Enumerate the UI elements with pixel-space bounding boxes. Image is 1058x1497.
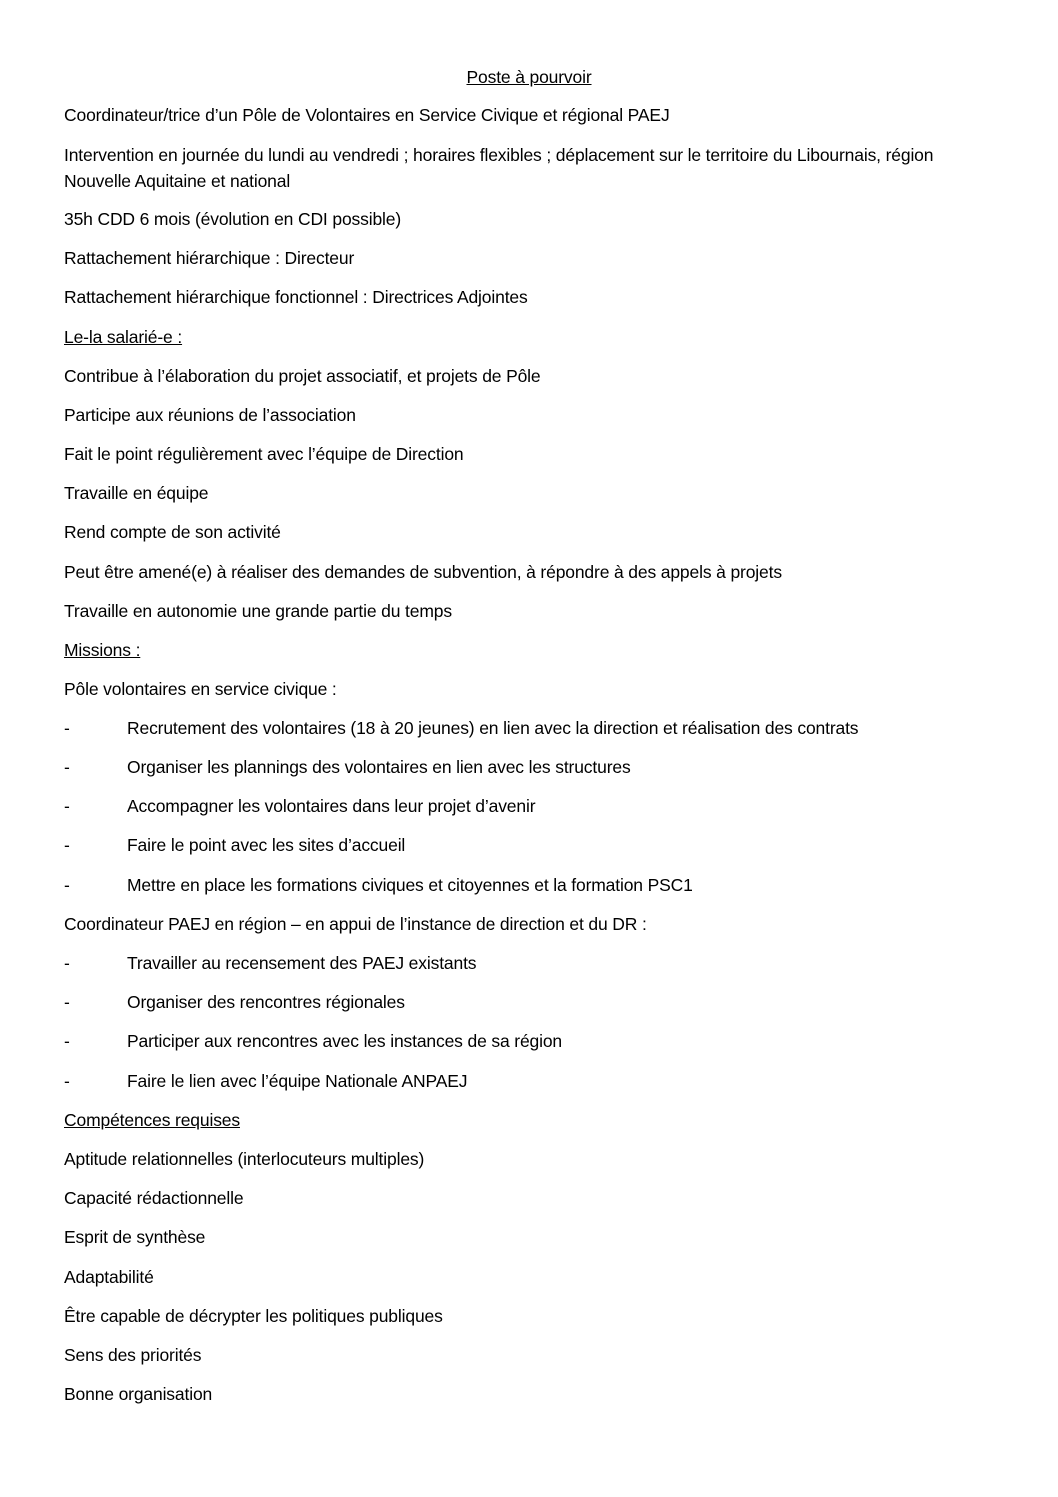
paej-label: Coordinateur PAEJ en région – en appui de l’instance de direction et du DR : [64,914,647,934]
bullet-marker: - [64,835,70,855]
bullet-marker: - [64,1031,70,1051]
bullet-marker: - [64,757,70,777]
mission-item: Organiser les plannings des volontaires en lien avec les structures [127,757,631,777]
skill-item: Sens des priorités [64,1345,202,1365]
bullet-marker: - [64,953,70,973]
skill-item: Adaptabilité [64,1267,154,1287]
missions-heading: Missions : [64,640,141,660]
skill-item: Aptitude relationnelles (interlocuteurs multiples) [64,1149,425,1169]
skills-heading: Compétences requises [64,1110,240,1130]
skill-item: Bonne organisation [64,1384,213,1404]
skill-item: Capacité rédactionnelle [64,1188,244,1208]
mission-item: Organiser des rencontres régionales [127,992,405,1012]
bullet-marker: - [64,718,70,738]
mission-item: Travailler au recensement des PAEJ existants [127,953,477,973]
employee-item: Travaille en équipe [64,483,209,503]
employee-item: Peut être amené(e) à réaliser des demandes de subvention, à répondre à des appels à projets [64,562,782,582]
skill-item: Esprit de synthèse [64,1227,206,1247]
mission-item: Accompagner les volontaires dans leur projet d’avenir [127,796,536,816]
mission-item: Mettre en place les formations civiques et citoyennes et la formation PSC1 [127,875,693,895]
employee-item: Contribue à l’élaboration du projet associatif, et projets de Pôle [64,366,541,386]
functional-hierarchy-text: Rattachement hiérarchique fonctionnel : Directrices Adjointes [64,287,528,307]
bullet-marker: - [64,875,70,895]
position-title: Coordinateur/trice d’un Pôle de Volontaires en Service Civique et régional PAEJ [64,105,670,125]
skill-item: Être capable de décrypter les politiques publiques [64,1306,443,1326]
bullet-marker: - [64,992,70,1012]
contract-text: 35h CDD 6 mois (évolution en CDI possible) [64,209,402,229]
schedule-text: Intervention en journée du lundi au vendredi ; horaires flexibles ; déplacement sur le territoire du Libournais, région Nouvelle Aquitaine et national [64,145,934,191]
bullet-marker: - [64,796,70,816]
page-title: Poste à pourvoir [466,67,592,87]
mission-item: Faire le point avec les sites d’accueil [127,835,406,855]
employee-item: Travaille en autonomie une grande partie du temps [64,601,452,621]
civic-service-label: Pôle volontaires en service civique : [64,679,337,699]
mission-item: Faire le lien avec l’équipe Nationale ANPAEJ [127,1071,468,1091]
mission-item: Participer aux rencontres avec les instances de sa région [127,1031,563,1051]
employee-heading: Le-la salarié-e : [64,327,183,347]
mission-item: Recrutement des volontaires (18 à 20 jeunes) en lien avec la direction et réalisation des contrats [127,718,859,738]
hierarchy-text: Rattachement hiérarchique : Directeur [64,248,355,268]
employee-item: Participe aux réunions de l’association [64,405,356,425]
bullet-marker: - [64,1071,70,1091]
employee-item: Fait le point régulièrement avec l’équipe de Direction [64,444,464,464]
employee-item: Rend compte de son activité [64,522,281,542]
